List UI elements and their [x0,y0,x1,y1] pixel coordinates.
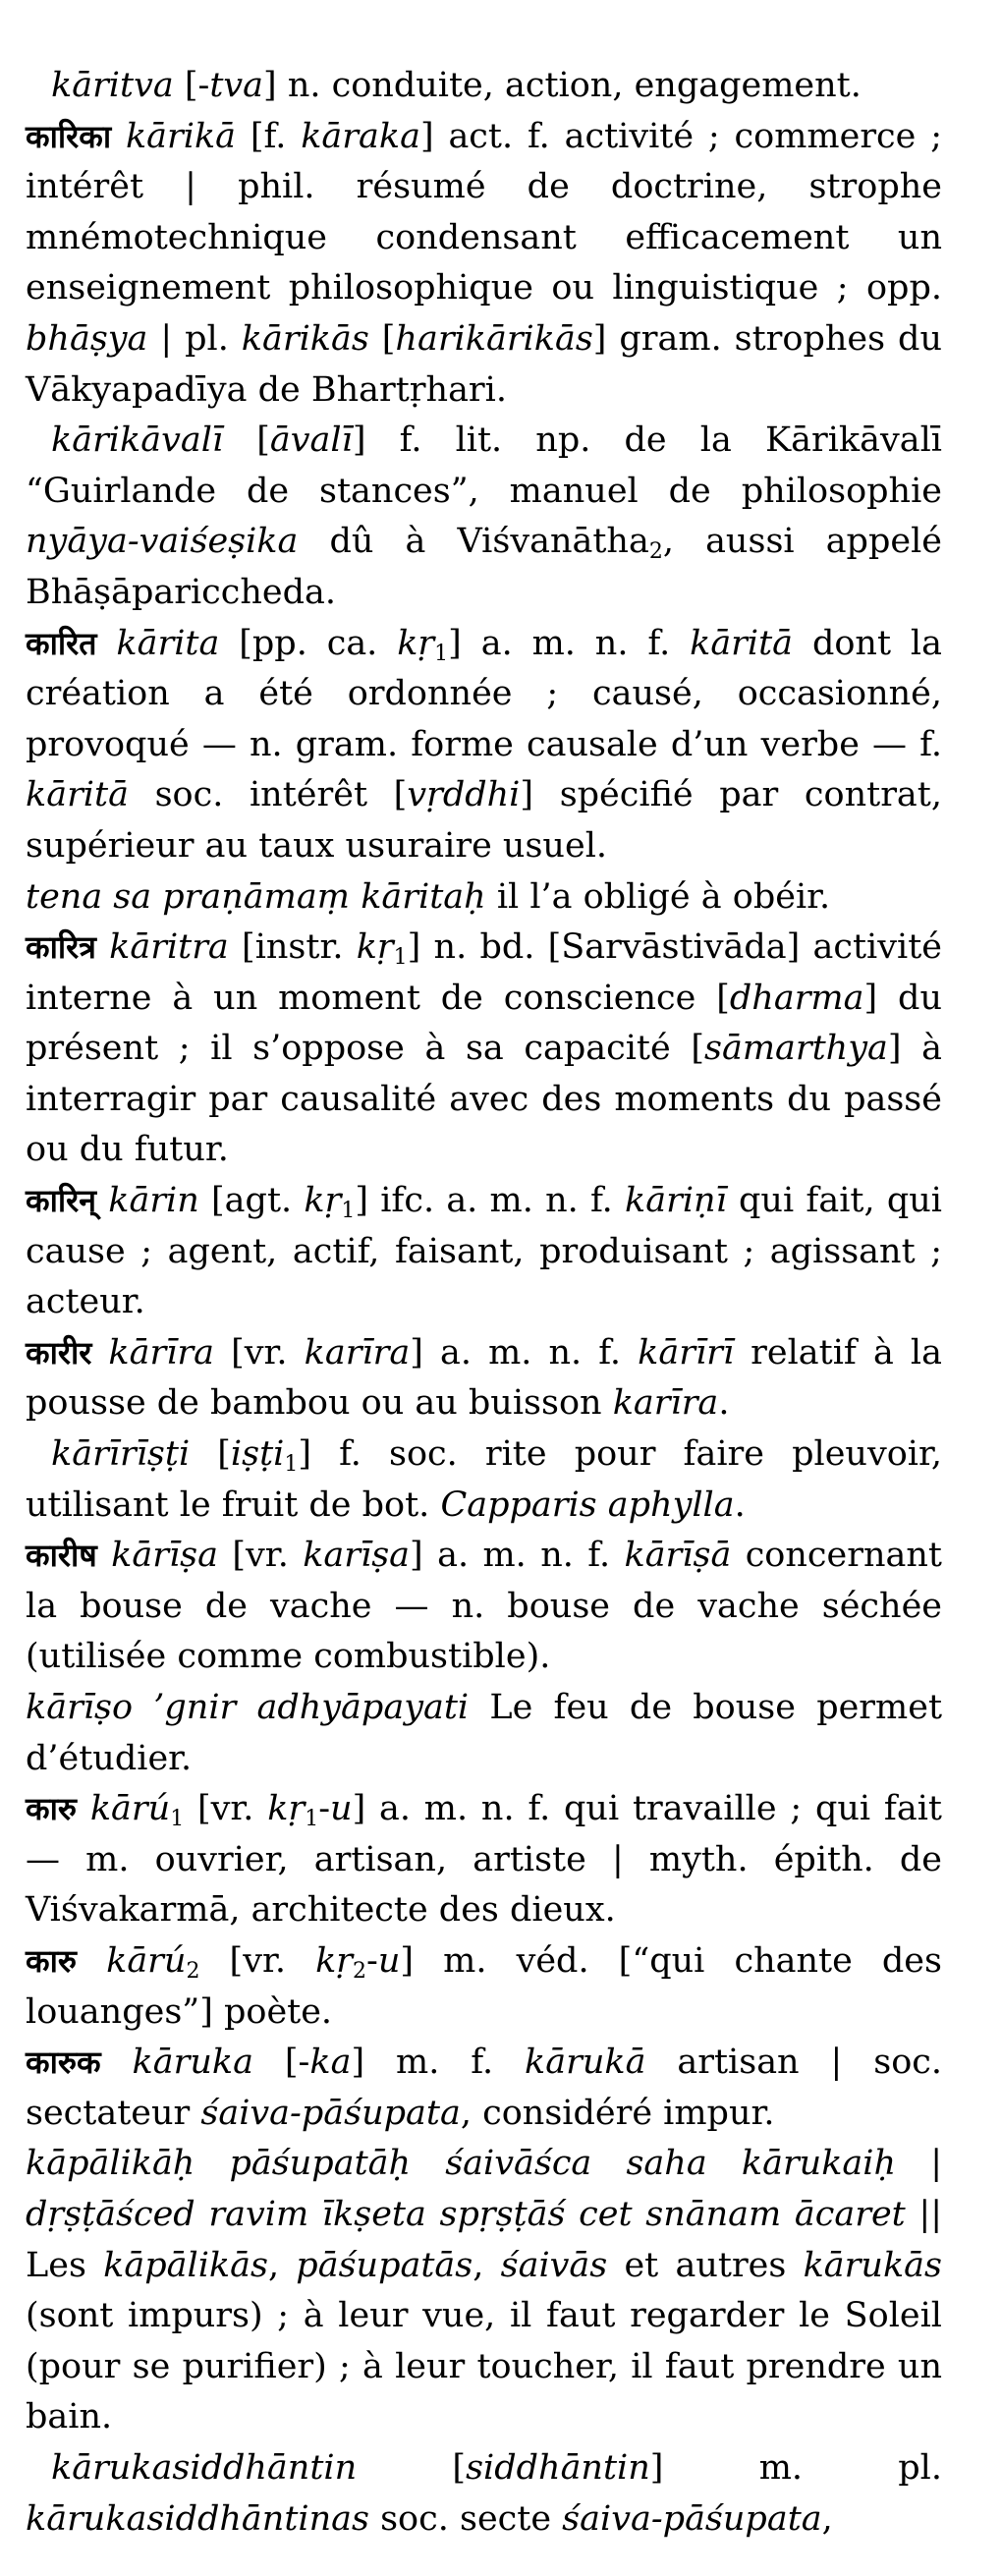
entry-text: ] a. m. n. f. [448,623,691,663]
entry-text: ] n. bd. [Sarvāstivāda] activité interne à un moment de conscience [ [26,927,942,1018]
italic-term: kāraka [301,116,420,156]
entry-text: ] a. m. n. f. [410,1332,639,1372]
italic-term: kārīṣā [624,1536,732,1576]
entry-text: [instr. [228,927,357,968]
entry-text: , [267,2245,297,2285]
italic-term: kārīrī [638,1332,735,1372]
entry-text: ] act. f. activité ; commerce ; intérêt | phil. résumé de doctrine, strophe mnémotechnique condensant efficacement un enseignement philosophique ou linguistique ; opp. [26,116,942,308]
entry-text: - [366,1940,378,1981]
subscript-index: 1 [170,1807,185,1832]
entry-text: [- [252,2043,310,2083]
italic-term: sāmarthya [703,1029,888,1069]
entry-text: ] gram. strophes du Vākyapadīya de Bhartṛhari. [26,318,942,410]
italic-term: kāpālikāḥ pāśupatāḥ śaivāśca saha kārukaiḥ | dṛṣṭāśced ravim īkṣeta spṛṣṭāś cet snānam ācaret || [26,2144,942,2234]
italic-term: siddhāntin [466,2447,650,2488]
subscript-index: 2 [186,1958,200,1984]
entry-karikavali [26,416,942,618]
entry-text: ] spécifié par contrat, supérieur au taux usuraire usuel. [26,775,942,866]
entry-text: Les [26,2245,104,2285]
entry-karitva [26,61,942,112]
entry-text: ] du présent ; il s’oppose à sa capacité [ [26,978,942,1069]
italic-term: kārukasiddhāntin [51,2447,358,2488]
entry-text [111,117,126,156]
italic-term: kārita [116,623,220,663]
entry-text: relatif à la pousse de bambou ou au buisson [26,1332,942,1424]
entry-text: | pl. [147,318,242,359]
italic-term: kṛ [356,927,394,968]
entry-text: [ [368,318,396,359]
italic-term: iṣṭi [230,1434,285,1475]
entry-text: [vr. [217,1536,304,1576]
italic-term: śaiva-pāśupata [200,2093,461,2133]
entry-text: ] f. lit. np. de la Kārikāvalī “Guirlande de stances”, manuel de philosophie [26,420,943,511]
entry-text: ] à interragir par causalité avec des moments du passé ou du futur. [26,1029,942,1170]
entry-text: ] a. m. n. f. [410,1536,625,1576]
entry-text: [ [223,420,270,461]
entry-text [96,927,109,967]
entry-text: . [718,1383,730,1424]
devanagari-headword: कारीर [26,1333,92,1372]
entry-text: soc. intérêt [ [128,775,408,815]
entry-text: [vr. [199,1940,316,1981]
entry-text: [agt. [198,1181,305,1221]
italic-term: u [377,1940,401,1981]
italic-term: kārukās [803,2245,942,2285]
italic-term: kārīṣo ’gnir adhyāpayati [26,1688,470,1727]
devanagari-headword: कारीष [26,1537,97,1575]
italic-term: kṛ [315,1940,354,1981]
entry-text: dû à Viśvanātha [298,522,649,562]
italic-term: kārikā [125,116,237,156]
italic-term: u [330,1789,353,1829]
subscript-index: 2 [648,539,663,565]
italic-term: nyāya-vaiśeṣika [26,522,299,562]
italic-term: āvalī [269,420,353,461]
example-karisa [26,1683,942,1784]
entry-text: , considéré impur. [460,2093,775,2133]
entry-text [91,1333,108,1372]
entry-text: soc. secte [368,2498,563,2539]
entry-text: ] n. conduite, action, engagement. [263,66,862,105]
entry-text: . [734,1484,746,1525]
italic-term: dharma [729,978,864,1018]
italic-term: bhāṣya [26,318,148,359]
italic-term: kārú [89,1789,171,1829]
italic-term: kārikāvalī [51,420,224,461]
italic-term: karīra [612,1383,719,1424]
entry-karuka [26,2038,942,2139]
italic-term: kārīra [108,1332,215,1372]
entry-text: - [318,1789,331,1829]
italic-term: Capparis aphylla [440,1484,735,1525]
italic-term: kāritra [109,927,229,968]
entry-text: , [473,2245,501,2285]
italic-term: kāruka [132,2043,253,2083]
entry-text: [ [357,2447,467,2488]
italic-term: kṛ [267,1789,306,1829]
entry-text: concernant la bouse de vache — n. bouse de vache séchée (utilisée comme combustible). [26,1536,942,1677]
italic-term: kṛ [397,623,435,663]
entry-kariristi [26,1429,942,1531]
entry-text: [pp. ca. [219,623,398,663]
italic-term: harikārikās [395,318,593,359]
italic-term: pāśupatās [296,2245,473,2285]
subscript-index: 1 [434,641,449,666]
entry-text: dont la création a été ordonnée ; causé, occasionné, provoqué — n. gram. forme causale d’un verbe — f. [26,623,942,764]
entry-text: qui fait, qui cause ; agent, actif, faisant, produisant ; agissant ; acteur. [26,1181,942,1322]
italic-term: tva [209,66,264,105]
italic-term: kāriṇī [625,1181,727,1221]
entry-text [96,1181,108,1220]
entry-text: ] m. f. [351,2043,526,2083]
italic-term: kārukā [525,2043,646,2083]
devanagari-headword: कारिका [26,117,112,155]
entry-text [96,624,116,663]
italic-term: śaivās [500,2245,608,2285]
italic-term: kṛ [304,1181,342,1221]
entry-karukasiddhantin [26,2443,942,2545]
entry-text [101,2043,133,2082]
entry-text: Le feu de bouse permet d’étudier. [26,1688,943,1778]
entry-karitra [26,923,942,1176]
italic-term: kārīrīṣṭi [51,1434,191,1475]
entry-karu-2 [26,1936,942,2038]
italic-term: kārukasiddhāntinas [26,2498,369,2539]
subscript-index: 1 [341,1199,356,1224]
entry-karika [26,112,942,417]
entry-text: et autres [607,2245,804,2285]
devanagari-headword: कारुक [26,2044,101,2082]
entry-text: artisan | soc. sectateur [26,2043,942,2133]
italic-term: kārīṣa [111,1536,218,1576]
entry-text: ] ifc. a. m. n. f. [355,1181,626,1221]
entry-karu-1 [26,1784,942,1936]
entry-text: [vr. [184,1789,268,1829]
example-karita [26,872,942,924]
italic-term: kāritā [690,623,794,663]
subscript-index: 1 [284,1452,299,1478]
subscript-index: 2 [353,1958,367,1984]
devanagari-headword: कारित [26,624,97,662]
subscript-index: 1 [305,1807,319,1832]
italic-term: kārikās [241,318,369,359]
italic-term: karīra [304,1332,411,1372]
entry-text: ] m. véd. [“qui chante des louanges”] poète. [26,1940,942,2032]
entry-text: [- [173,66,210,105]
devanagari-headword: कारु [26,1790,78,1828]
entry-text: il l’a obligé à obéir. [485,876,831,917]
italic-term: vṛddhi [407,775,521,815]
entry-text: ] m. pl. [649,2447,942,2488]
devanagari-headword: कारित्र [26,928,96,967]
entry-text: [vr. [214,1332,305,1372]
entry-text: , [821,2498,833,2539]
italic-term: śaiva-pāśupata [562,2498,822,2539]
entry-text [77,1941,106,1981]
subscript-index: 1 [393,945,408,971]
entry-text: , aussi appelé Bhāṣāpariccheda. [26,522,942,612]
italic-term: kārin [108,1181,199,1221]
example-karuka [26,2139,942,2443]
italic-term: kāpālikās [103,2245,268,2285]
entry-karita [26,619,942,872]
italic-term: ka [309,2043,352,2083]
italic-term: kāritā [26,775,129,815]
italic-term: kāritva [51,66,174,105]
entry-text: ] a. m. n. f. qui travaille ; qui fait — m. ouvrier, artisan, artiste | myth. épith. de Viśvakarmā, architecte des dieux. [26,1789,942,1931]
entry-text [77,1789,90,1828]
entry-karira [26,1328,942,1429]
entry-karisa [26,1531,942,1683]
entry-text: ] f. soc. rite pour faire pleuvoir, utilisant le fruit de bot. [26,1434,942,1525]
devanagari-headword: कारु [26,1941,78,1980]
entry-text: [f. [236,116,302,156]
italic-term: tena sa praṇāmaṃ kāritaḥ [26,876,486,917]
entry-text [97,1536,111,1575]
entry-text: [ [190,1434,231,1475]
italic-term: karīṣa [303,1536,411,1576]
italic-term: kārú [106,1940,187,1981]
entry-text: (sont impurs) ; à leur vue, il faut regarder le Soleil (pour se purifier) ; à leur toucher, il faut prendre un bain. [26,2296,942,2437]
entry-karin [26,1176,942,1328]
devanagari-headword: कारिन् [26,1182,97,1220]
